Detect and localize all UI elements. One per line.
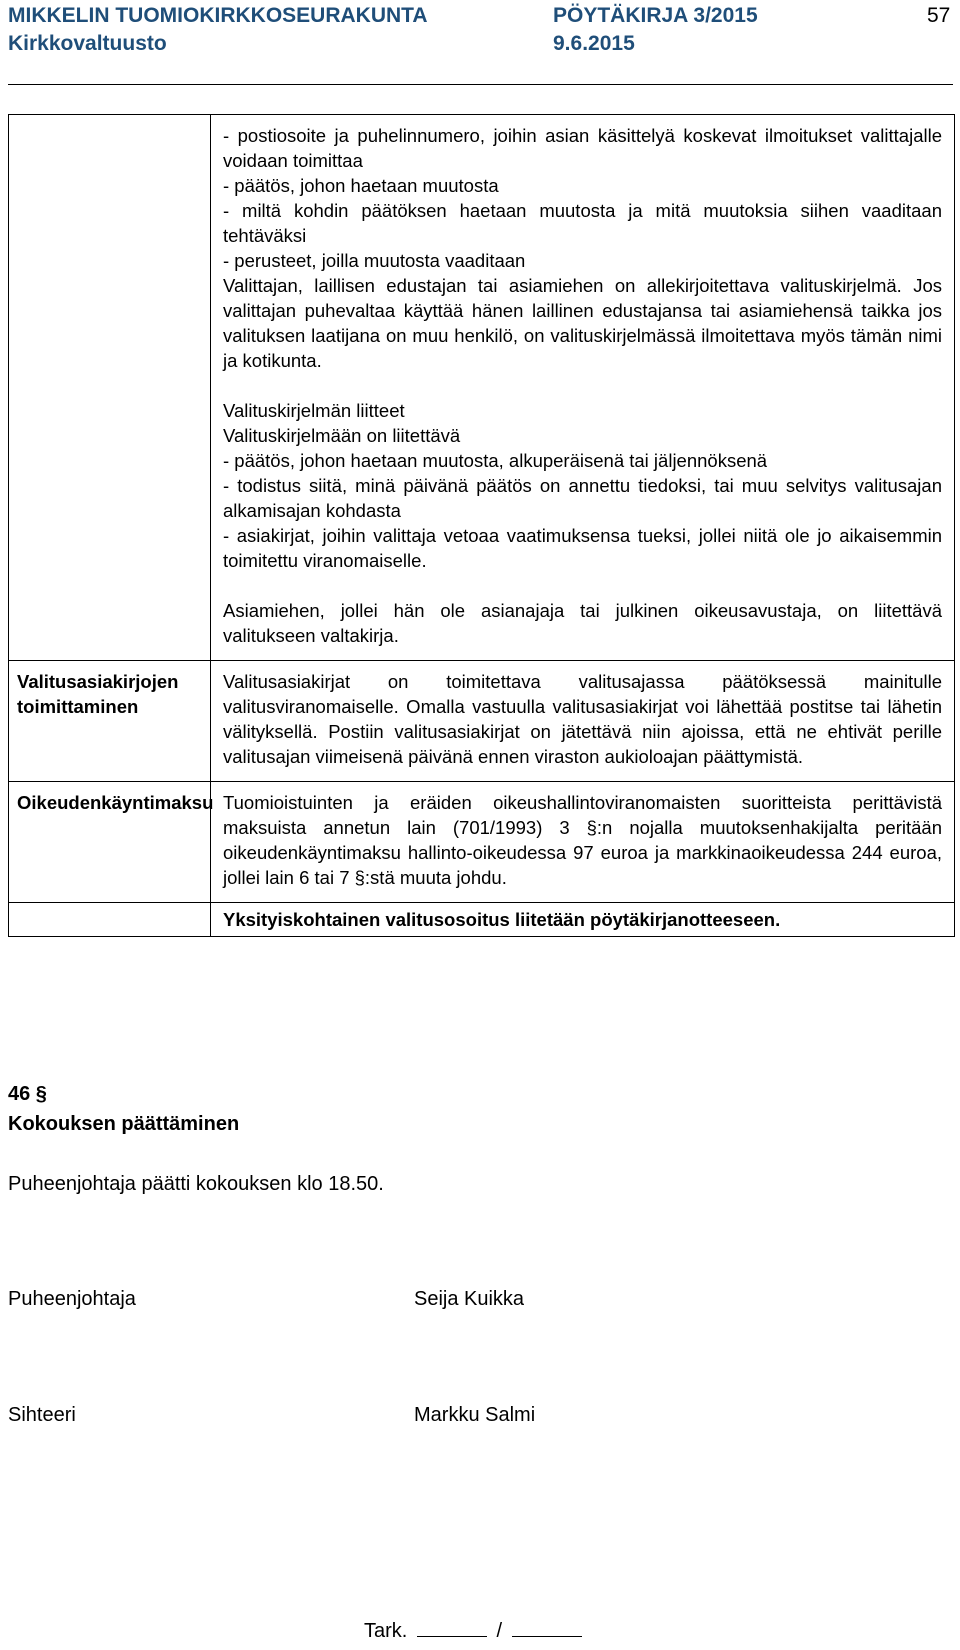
header-date: 9.6.2015	[553, 32, 635, 55]
list-item: - päätös, johon haetaan muutosta, alkuperäisenä tai jäljennöksenä	[223, 450, 768, 471]
chair-name: Seija Kuikka	[414, 1288, 525, 1310]
appeal-instructions-table	[8, 114, 955, 937]
fee-label: Oikeudenkäyntimaksu	[9, 782, 211, 903]
table-row	[9, 115, 955, 661]
delivery-text: Valitusasiakirjat on toimitettava valitusajassa päätöksessä mainitulle valitusviranomaiselle. Omalla vastuulla valitusasiakirjat voi lähettää postitse tai lähetin välityksellä. Postiin valitusasiakirjat on jätettävä niin ajoissa, että ne ehtivät perille valitusajan viimeisenä päivänä ennen viraston aukioloajan päättymistä.	[211, 661, 955, 782]
delivery-label: Valitusasiakirjojen toimittaminen	[9, 661, 211, 782]
header-divider	[8, 84, 953, 85]
list-item: - asiakirjat, joihin valittaja vetoaa vaatimuksensa tueksi, jollei niitä ole jo aikaisemmin toimitettu viranomaiselle.	[223, 525, 942, 571]
check-line	[364, 1620, 586, 1643]
table-content-cell	[211, 115, 955, 661]
check-label: Tark.	[364, 1620, 408, 1642]
header-body: Kirkkovaltuusto	[8, 32, 167, 55]
header-organization: MIKKELIN TUOMIOKIRKKOSEURAKUNTA	[8, 4, 428, 27]
section-number: 46 §	[8, 1083, 47, 1105]
header-document: PÖYTÄKIRJA 3/2015	[553, 4, 758, 27]
table-label-cell	[9, 903, 211, 937]
table-row	[9, 661, 955, 782]
table-label-cell	[9, 115, 211, 661]
final-note: Yksityiskohtainen valitusosoitus liitetään pöytäkirjanotteeseen.	[211, 903, 955, 937]
secretary-role: Sihteeri	[8, 1404, 76, 1426]
check-blank-2	[512, 1636, 582, 1637]
attachments-subheading: Valituskirjelmään on liitettävä	[223, 425, 461, 446]
list-item: - päätös, johon haetaan muutosta	[223, 175, 499, 196]
proxy-text: Asiamiehen, jollei hän ole asianajaja tai julkinen oikeusavustaja, on liitettävä valitukseen valtakirja.	[223, 600, 942, 646]
list-item: - todistus siitä, minä päivänä päätös on annettu tiedoksi, tai muu selvitys valitusajan alkamisajan kohdasta	[223, 475, 942, 521]
table-row	[9, 903, 955, 937]
section-text: Puheenjohtaja päätti kokouksen klo 18.50.	[8, 1173, 384, 1195]
page-number: 57	[927, 4, 951, 27]
check-blank-1	[417, 1636, 487, 1637]
check-separator: /	[496, 1620, 503, 1642]
list-item: - miltä kohdin päätöksen haetaan muutosta ja mitä muutoksia siihen vaaditaan tehtäväksi	[223, 200, 942, 246]
attachments-heading: Valituskirjelmän liitteet	[223, 400, 405, 421]
signature-requirement-text: Valittajan, laillisen edustajan tai asiamiehen on allekirjoitettava valituskirjelmä. Jos valittajan puhevaltaa käyttää hänen laillinen edustajansa tai asiamiehensä taikka jos valituksen laatijana on muu henkilö, on valituskirjelmässä ilmoitettava myös tämän nimi ja kotikunta.	[223, 275, 942, 371]
chair-role: Puheenjohtaja	[8, 1288, 136, 1310]
secretary-name: Markku Salmi	[414, 1404, 536, 1426]
list-item: - postiosoite ja puhelinnumero, joihin asian käsittelyä koskevat ilmoitukset valittajalle voidaan toimittaa	[223, 125, 942, 171]
fee-text: Tuomioistuinten ja eräiden oikeushallintoviranomaisten suoritteista perittävistä maksuista annetun lain (701/1993) 3 §:n nojalla muutoksenhakijalta peritään oikeudenkäyntimaksu hallinto-oikeudessa 97 euroa ja markkinaoikeudessa 244 euroa, jollei lain 6 tai 7 §:stä muuta johdu.	[211, 782, 955, 903]
section-title: Kokouksen päättäminen	[8, 1113, 240, 1135]
list-item: - perusteet, joilla muutosta vaaditaan	[223, 250, 526, 271]
table-row	[9, 782, 955, 903]
